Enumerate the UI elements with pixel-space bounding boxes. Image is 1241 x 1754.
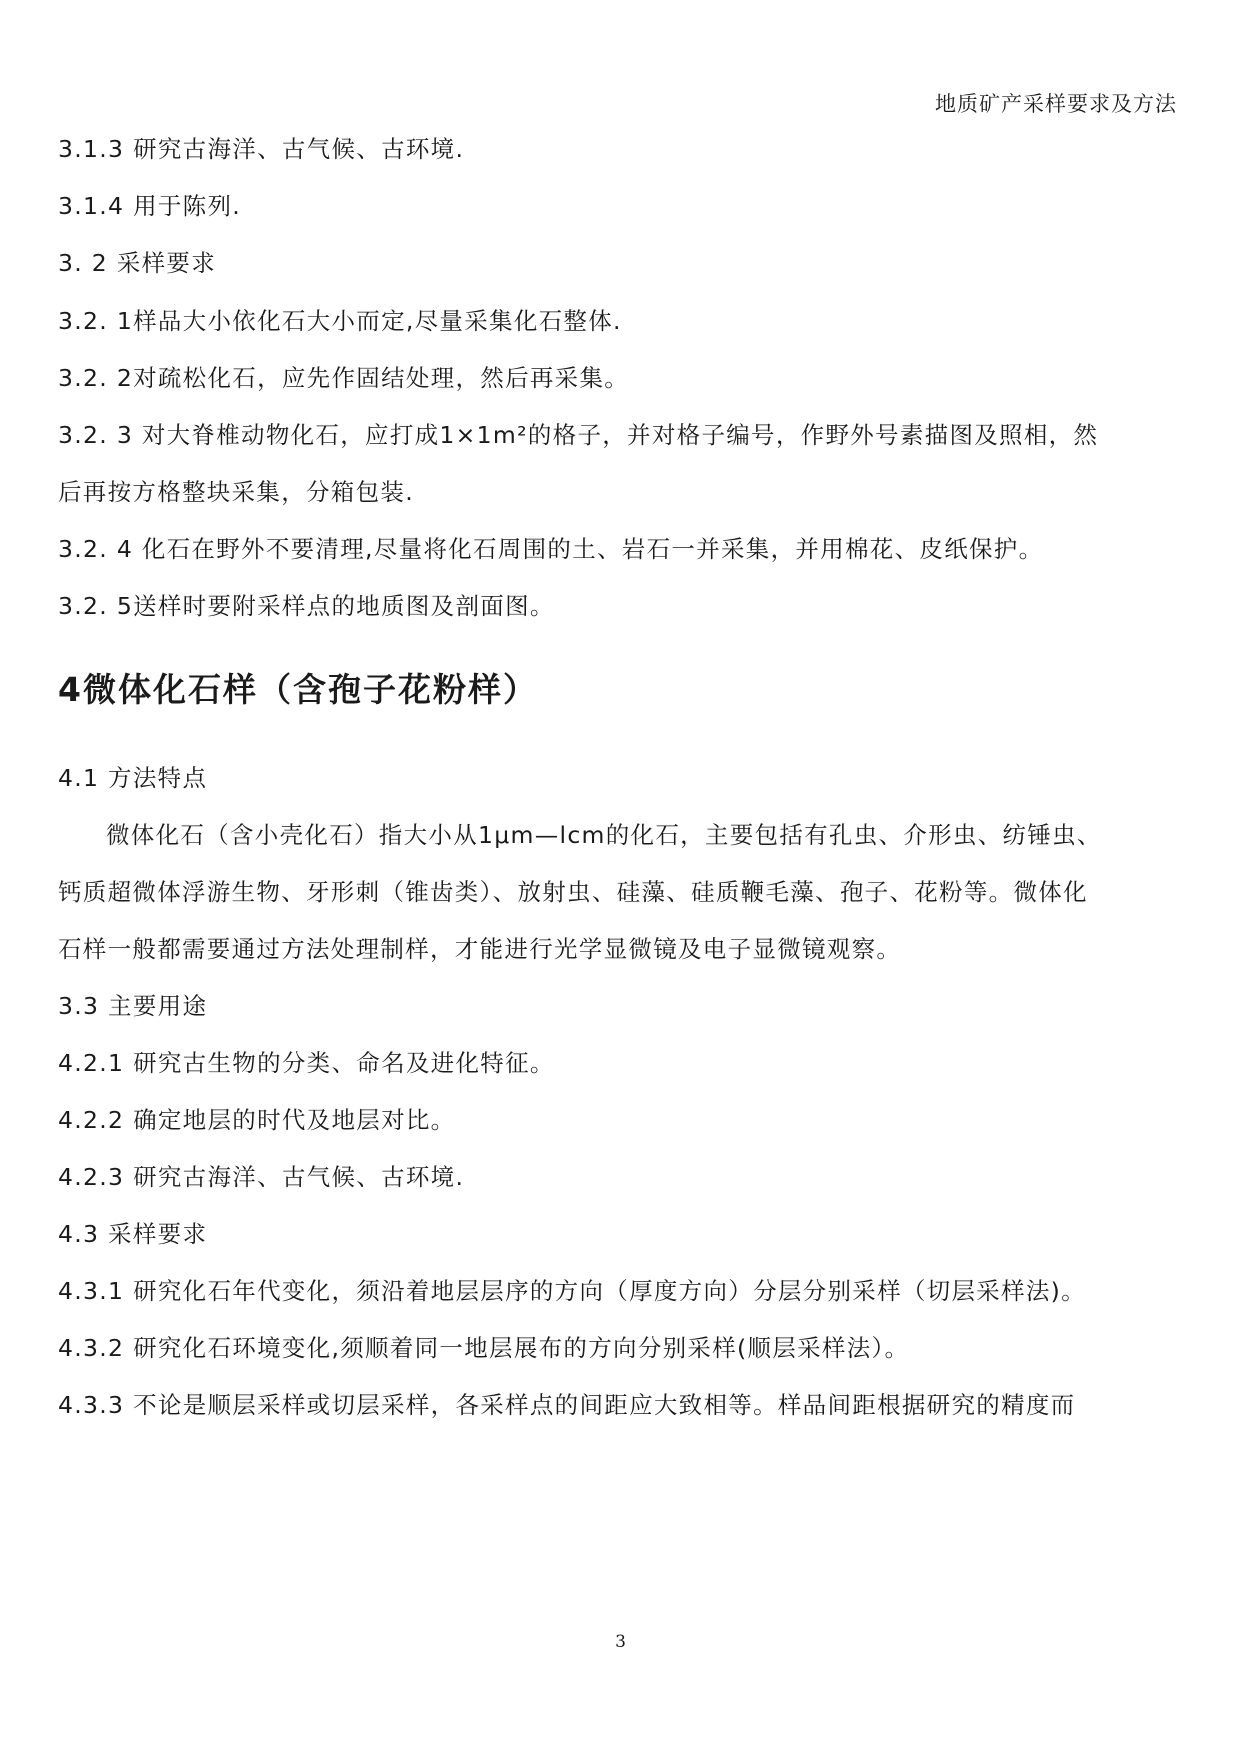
paragraph-line: 3.2. 5送样时要附采样点的地质图及剖面图。 <box>58 592 555 620</box>
paragraph-line: 4.2.1 研究古生物的分类、命名及进化特征。 <box>58 1049 555 1077</box>
paragraph-line: 4.3.2 研究化石环境变化,须顺着同一地层展布的方向分别采样(顺层采样法）。 <box>58 1334 910 1362</box>
paragraph-line: 3.2. 2对疏松化石，应先作固结处理，然后再采集。 <box>58 364 630 392</box>
page-number: 3 <box>615 1632 626 1652</box>
paragraph-line: 3.2. 1样品大小依化石大小而定,尽量采集化石整体. <box>58 307 622 335</box>
paragraph-line: 钙质超微体浮游生物、牙形刺（锥齿类）、放射虫、硅藻、硅质鞭毛藻、孢子、花粉等。微体化 <box>58 878 1088 906</box>
paragraph-line: 3.1.4 用于陈列. <box>58 192 242 220</box>
paragraph-line: 4.3.3 不论是顺层采样或切层采样，各采样点的间距应大致相等。样品间距根据研究的精度而 <box>58 1391 1076 1419</box>
paragraph-line: 3.2. 4 化石在野外不要清理,尽量将化石周围的土、岩石一并采集，并用棉花、皮纸保护。 <box>58 535 1044 563</box>
paragraph-line: 石样一般都需要通过方法处理制样，才能进行光学显微镜及电子显微镜观察。 <box>58 935 902 963</box>
subsection-title: 3.3 主要用途 <box>58 992 208 1020</box>
paragraph-line: 微体化石（含小壳化石）指大小从1μm—lcm的化石，主要包括有孔虫、介形虫、纺锤虫、 <box>106 821 1102 849</box>
paragraph-line: 4.3.1 研究化石年代变化，须沿着地层层序的方向（厚度方向）分层分别采样（切层采样法)。 <box>58 1277 1086 1305</box>
paragraph-line: 4.2.2 确定地层的时代及地层对比。 <box>58 1106 456 1134</box>
paragraph-line: 3.1.3 研究古海洋、古气候、古环境. <box>58 135 465 163</box>
paragraph-line: 3.2. 3 对大脊椎动物化石，应打成1×1m²的格子，并对格子编号，作野外号素描图及照相，然 <box>58 421 1099 449</box>
subsection-title: 4.1 方法特点 <box>58 764 208 792</box>
paragraph-line: 4.2.3 研究古海洋、古气候、古环境. <box>58 1163 465 1191</box>
subsection-title: 4.3 采样要求 <box>58 1220 208 1248</box>
subsection-title: 3. 2 采样要求 <box>58 249 217 277</box>
running-header: 地质矿产采样要求及方法 <box>935 92 1177 116</box>
section-heading: 4微体化石样（含孢子花粉样） <box>58 670 538 709</box>
paragraph-line: 后再按方格整块采集，分箱包装. <box>58 478 414 506</box>
